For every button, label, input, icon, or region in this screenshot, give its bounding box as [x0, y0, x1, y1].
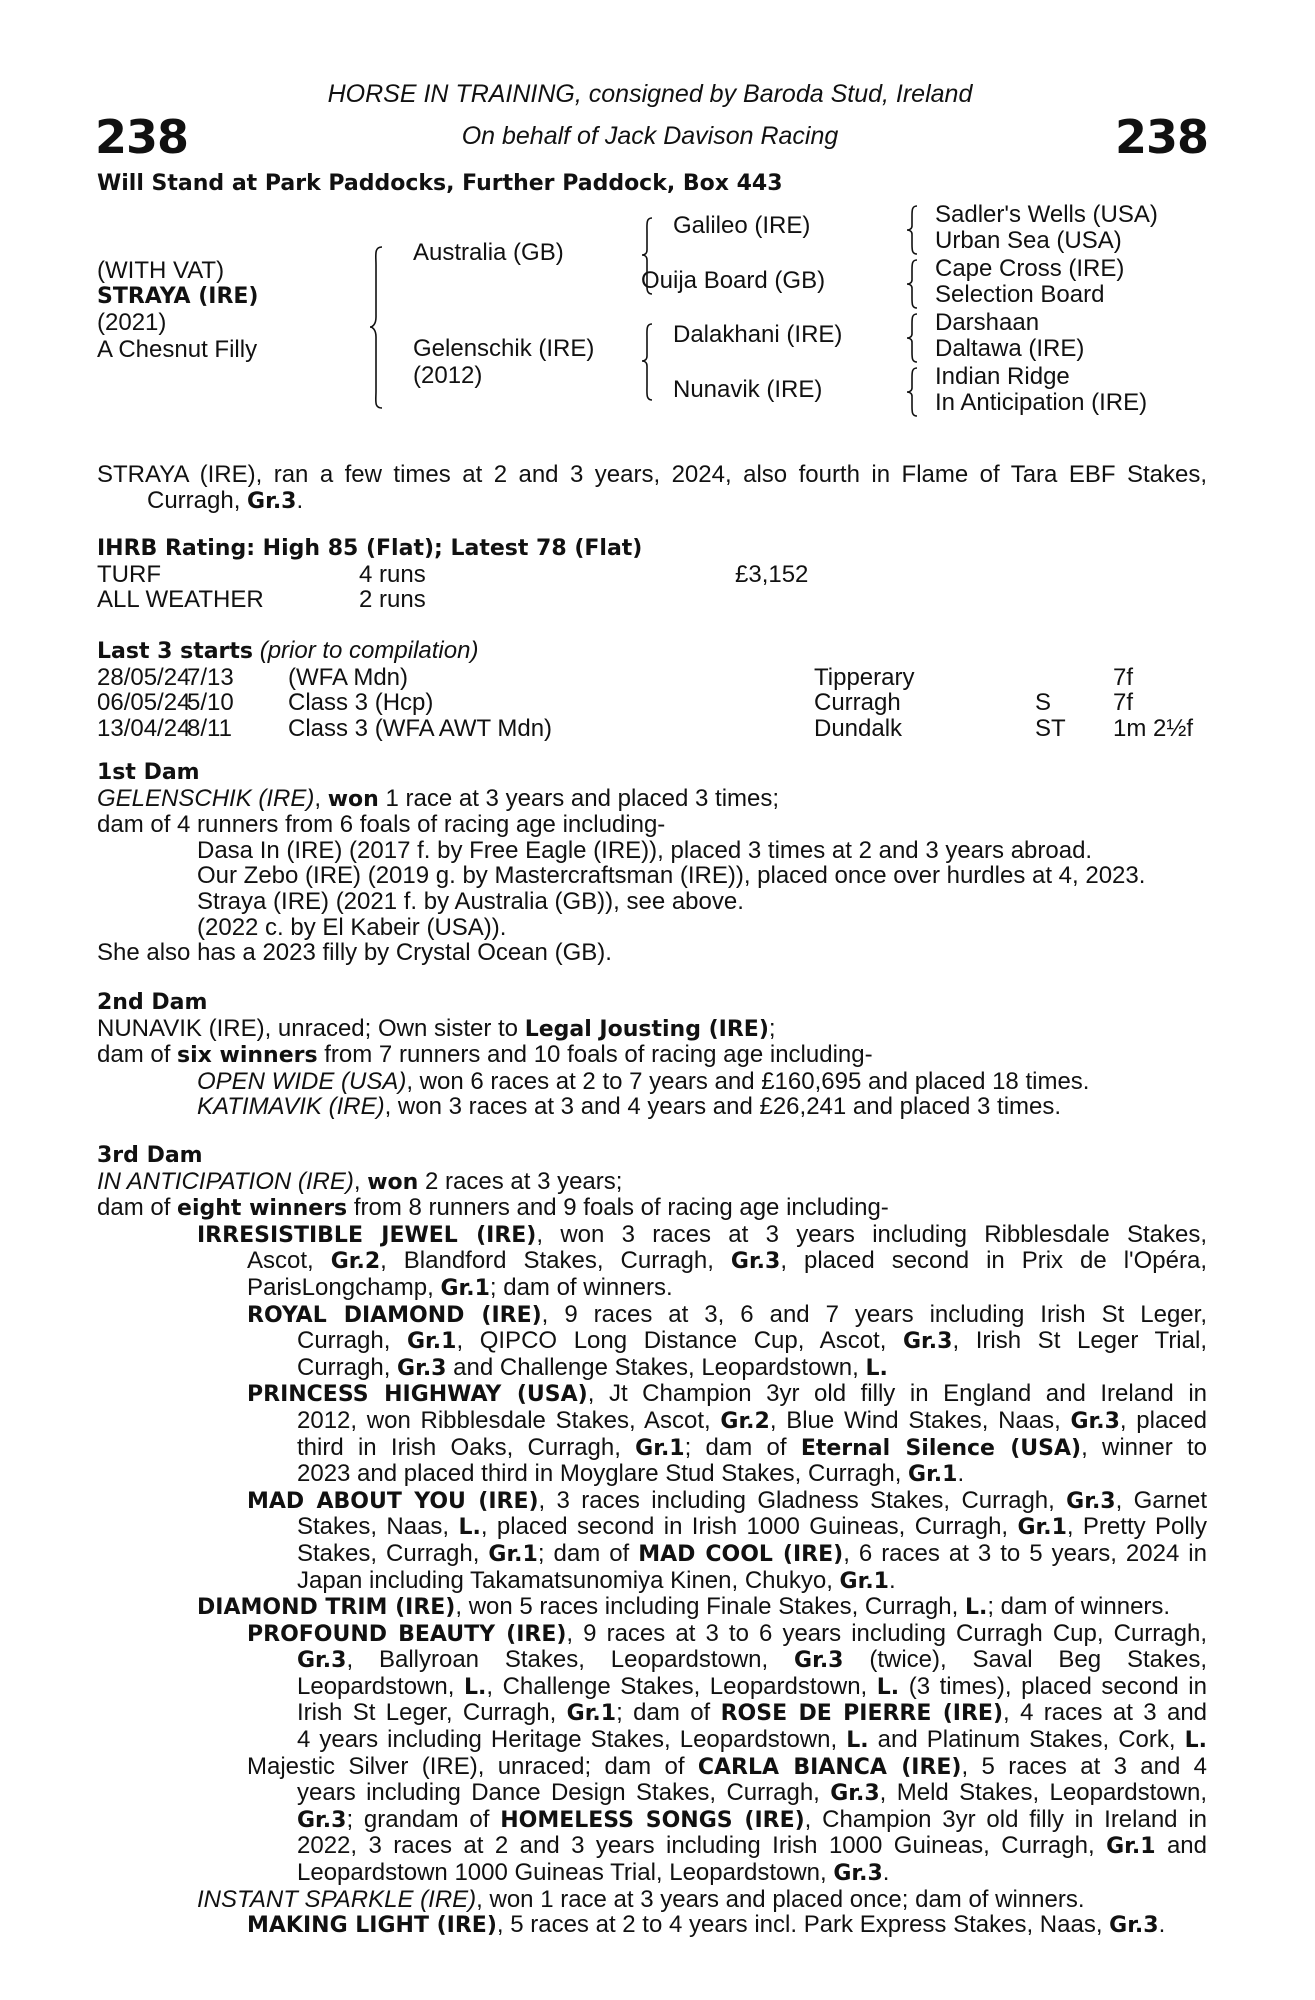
- pedigree-brace-g2: [905, 258, 923, 310]
- horse-year: (2021): [97, 309, 167, 336]
- lot-number-left: 238: [95, 110, 189, 164]
- start-row: 06/05/24 5/10 Class 3 (Hcp) Curragh S 7f: [97, 689, 1134, 717]
- pedigree-sire-dam: Ouija Board (GB): [641, 267, 826, 294]
- pedigree-brace-g4: [905, 366, 923, 418]
- pedigree-sire: Australia (GB): [413, 239, 564, 266]
- pedigree-g5: Darshaan: [935, 309, 1040, 336]
- rating-section: [97, 536, 1207, 613]
- pedigree-dam-dam: Nunavik (IRE): [673, 376, 823, 403]
- pedigree-brace-main: [368, 245, 388, 410]
- start-row: 13/04/24 8/11 Class 3 (WFA AWT Mdn) Dundalk ST 1m 2½f: [97, 714, 1194, 742]
- vat-label: (WITH VAT): [97, 257, 225, 284]
- pedigree-dam-year: (2012): [413, 362, 483, 389]
- pedigree-dam: Gelenschik (IRE): [413, 335, 595, 362]
- start-row: 28/05/24 7/13 (WFA Mdn) Tipperary 7f: [97, 663, 1134, 691]
- pedigree-brace-dam: [640, 322, 658, 402]
- pedigree-g4: Selection Board: [935, 281, 1105, 308]
- prize-money: £3,152: [735, 560, 809, 588]
- pedigree-brace-g3: [905, 312, 923, 364]
- third-dam: 3rd Dam IN ANTICIPATION (IRE), won 2 races at 3 years; dam of eight winners from 8 runners and 9 foals of racing age including- IRRESISTIBLE JEWEL (IRE), won 3 races at 3 years including Ribblesdale Stakes, Ascot, Gr.2, Blandford Stakes, Curragh, Gr.3, placed second in Prix de l'Opéra, ParisLongchamp, Gr.1; dam of winners. ROYAL DIAMOND (IRE), 9 races at 3, 6 and 7 years including Irish St Leger, Curragh, Gr.1, QIPCO Long Distance Cup, Ascot, Gr.3, Irish St Leger Trial, Curragh, Gr.3 and Challenge Stakes, Leopardstown, L. PRINCESS HIGHWAY (USA), Jt Champion 3yr old filly in England and Ireland in 2012, won Ribblesdale Stakes, Ascot, Gr.2, Blue Wind Stakes, Naas, Gr.3, placed third in Irish Oaks, Curragh, Gr.1; dam of Eternal Silence (USA), winner to 2023 and placed third in Moyglare Stud Stakes, Curragh, Gr.1. MAD ABOUT YOU (IRE), 3 races including Gladness Stakes, Curragh, Gr.3, Garnet Stakes, Naas, L., placed second in Irish 1000 Guineas, Curragh, Gr.1, Pretty Polly Stakes, Curragh, Gr.1; dam of MAD COOL (IRE), 6 races at 3 to 5 years, 2024 in Japan including Takamatsunomiya Kinen, Chukyo, Gr.1. DIAMOND TRIM (IRE), won 5 races including Finale Stakes, Curragh, L.; dam of winners. PROFOUND BEAUTY (IRE), 9 races at 3 to 6 years including Curragh Cup, Curragh, Gr.3, Ballyroan Stakes, Leopardstown, Gr.3 (twice), Saval Beg Stakes, Leopardstown, L., Challenge Stakes, Leopardstown, L. (3 times), placed second in Irish St Leger, Curragh, Gr.1; dam of ROSE DE PIERRE (IRE), 4 races at 3 and 4 years including Heritage Stakes, Leopardstown, L. and Platinum Stakes, Cork, L. Majestic Silver (IRE), unraced; dam of CARLA BIANCA (IRE), 5 races at 3 and 4 years including Dance Design Stakes, Curragh, Gr.3, Meld Stakes, Leopardstown, Gr.3; grandam of HOMELESS SONGS (IRE), Champion 3yr old filly in Ireland in 2022, 3 races at 2 and 3 years including Irish 1000 Guineas, Curragh, Gr.1 and Leopardstown 1000 Guineas Trial, Leopardstown, Gr.3. INSTANT SPARKLE (IRE), won 1 race at 3 years and placed once; dam of winners. MAKING LIGHT (IRE), 5 races at 2 to 4 years incl. Park Express Stakes, Naas, Gr.3.: [97, 1143, 1208, 1939]
- horse-name: STRAYA (IRE): [97, 284, 259, 309]
- turf-row: TURF 4 runs £3,152: [97, 560, 809, 588]
- pedigree-sire-sire: Galileo (IRE): [673, 212, 811, 239]
- first-dam: 1st Dam GELENSCHIK (IRE), won 1 race at 3 years and placed 3 times; dam of 4 runners from 6 foals of racing age including- Dasa In (IRE) (2017 f. by Free Eagle (IRE)), placed 3 times at 2 and 3 years abroad. Our Zebo (IRE) (2019 g. by Mastercraftsman (IRE)), placed once over hurdles at 4, 2023. Straya (IRE) (2021 f. by Australia (GB)), see above. (2022 c. by El Kabeir (USA)). She also has a 2023 filly by Crystal Ocean (GB).: [97, 760, 1146, 967]
- pedigree-brace-g1: [905, 204, 923, 256]
- horse-description: A Chesnut Filly: [97, 336, 258, 363]
- second-dam: 2nd Dam NUNAVIK (IRE), unraced; Own sister to Legal Jousting (IRE); dam of six winners from 7 runners and 10 foals of racing age including- OPEN WIDE (USA), won 6 races at 2 to 7 years and £160,695 and placed 18 times. KATIMAVIK (IRE), won 3 races at 3 and 4 years and £26,241 and placed 3 times.: [97, 990, 1090, 1121]
- pedigree-g8: In Anticipation (IRE): [935, 389, 1148, 416]
- behalf-line: On behalf of Jack Davison Racing: [461, 122, 839, 150]
- rating-heading: IHRB Rating: High 85 (Flat); Latest 78 (Flat): [97, 536, 643, 561]
- aw-row: ALL WEATHER 2 runs: [97, 586, 426, 614]
- consignor-line: HORSE IN TRAINING, consigned by Baroda Stud, Ireland: [327, 80, 973, 108]
- pedigree-g6: Daltawa (IRE): [935, 335, 1085, 362]
- pedigree-g2: Urban Sea (USA): [935, 227, 1122, 254]
- last-starts: Last 3 starts (prior to compilation) 28/05/24 7/13 (WFA Mdn) Tipperary 7f 06/05/24 5/10 Class 3 (Hcp) Curragh S 7f 13/04/24 8/11 Class 3 (WFA AWT Mdn) Dundalk ST 1m 2½f: [97, 638, 1207, 741]
- lot-number-right: 238: [1115, 110, 1209, 164]
- pedigree-g1: Sadler's Wells (USA): [935, 201, 1158, 228]
- race-summary: STRAYA (IRE), ran a few times at 2 and 3 years, 2024, also fourth in Flame of Tara EBF Stakes, Curragh, Gr.3.: [97, 461, 1207, 514]
- pedigree-g3: Cape Cross (IRE): [935, 255, 1125, 282]
- pedigree-g7: Indian Ridge: [935, 363, 1070, 390]
- pedigree-dam-sire: Dalakhani (IRE): [673, 321, 843, 348]
- stand-location: Will Stand at Park Paddocks, Further Paddock, Box 443: [97, 171, 783, 196]
